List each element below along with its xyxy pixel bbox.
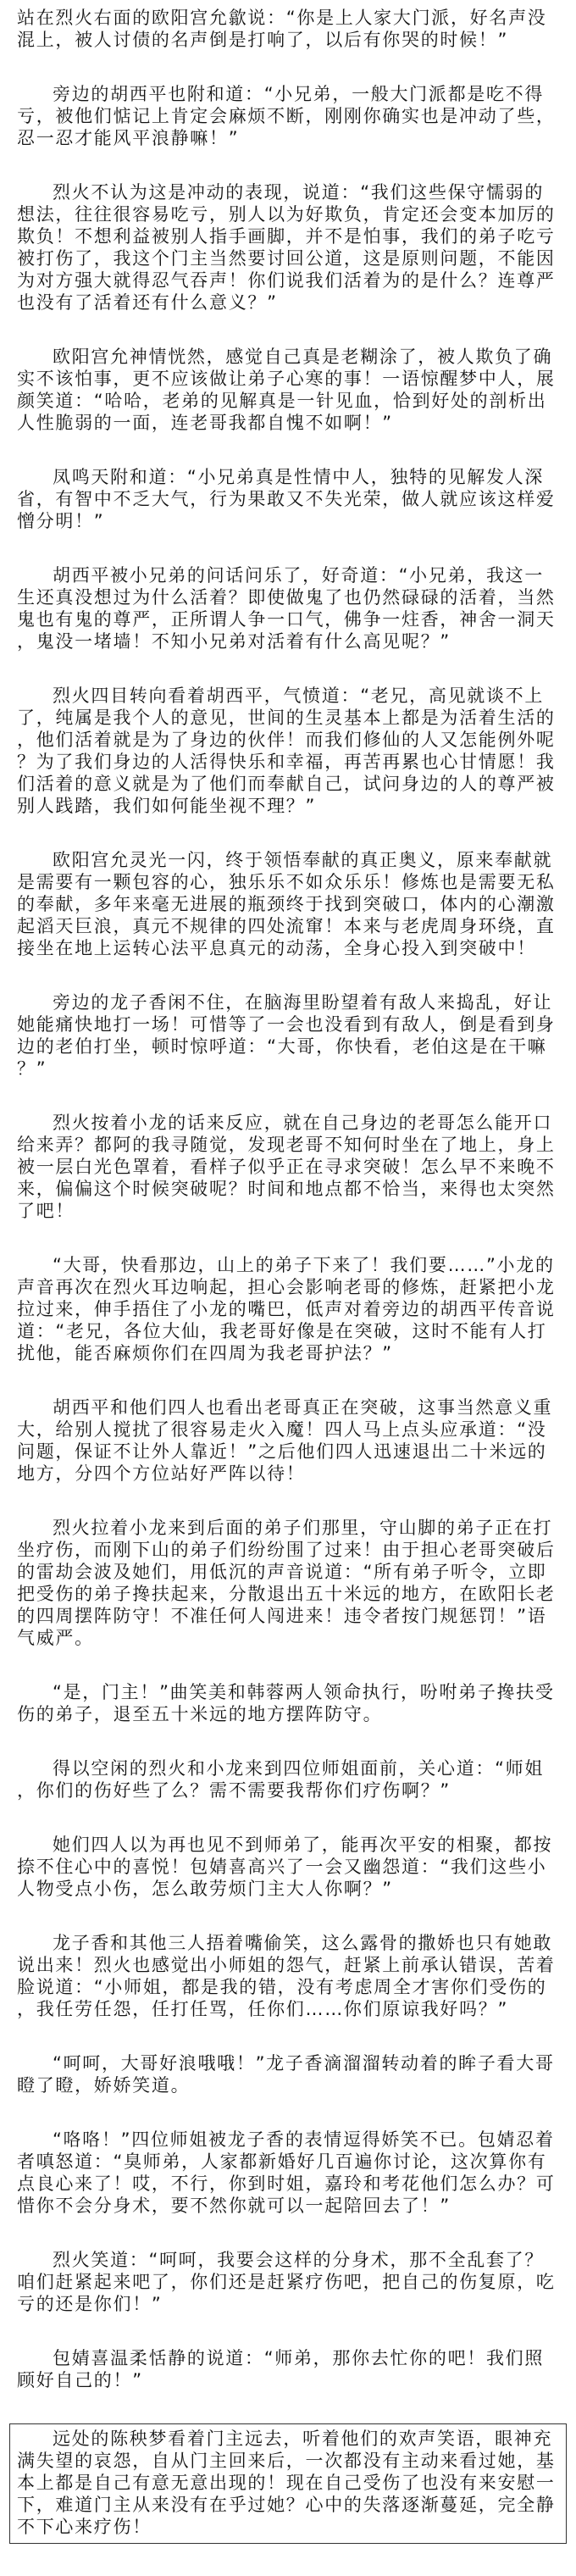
paragraph: 胡西平和他们四人也看出老哥真正在突破，这事当然意义重大，给别人搅扰了很容易走火入魔！四人马上点头应承道：“没问题，保证不让外人靠近！”之后他们四人迅速退出二十米远的地方，分四个方位站好严阵以待！: [17, 1397, 553, 1484]
paragraph: 烈火按着小龙的话来反应，就在自己身边的老哥怎么能开口给来弄？都阿的我寻随觉，发现老哥不知何时坐在了地上，身上被一层白光色罩着，看样子似乎正在寻求突破！怎么早不来晚不来，偏偏这个时候突破呢？时间和地点都不恰当，来得也太突然了吧！: [17, 1113, 556, 1221]
paragraph: 烈火拉着小龙来到后面的弟子们那里，守山脚的弟子正在打坐疗伤，而刚下山的弟子们纷纷围了过来！由于担心老哥突破后的雷劫会波及她们，用低沉的声音说道：“所有弟子听令，立即把受伤的弟子搀扶起来，分散退出五十米远的地方，在欧阳长老的四周摆阵防守！不准任何人闯进来！违令者按门规惩罚！”语气威严。: [17, 1518, 556, 1648]
paragraph: 烈火不认为这是冲动的表现，说道：“我们这些保守懦弱的想法，往往很容易吃亏，别人以为好欺负，肯定还会变本加厉的欺负！不想利益被别人指手画脚，并不是怕事，我们的弟子吃亏被打伤了，我这个门主当然要讨回公道，这是原则问题，不能因为对方强大就得忍气吞声！你们说我们活着为的是什么？连尊严也没有了活着还有什么意义？”: [17, 182, 556, 313]
paragraph: 欧阳宫允灵光一闪，终于领悟奉献的真正奥义，原来奉献就是需要有一颗包容的心，独乐乐不如众乐乐！修炼也是需要无私的奉献，多年来毫无进展的瓶颈终于找到突破口，体内的心潮激起滔天巨浪，真元不规律的四处流窜！本来与老虎周身环绕，直接坐在地上运转心法平息真元的动荡，全身心投入到突破中！: [17, 850, 556, 958]
boxed-paragraph: 远处的陈秧梦看着门主远去，听着他们的欢声笑语，眼神充满失望的哀怨，自从门主回来后，一次都没有主动来看过她，基本上都是自己有意无意出现的！现在自己受伤了也没有来安慰一下，难道门主从来没有在乎过她？心中的失落逐渐蔓延，完全静不下心来疗伤！: [9, 2423, 567, 2544]
paragraph: 得以空闲的烈火和小龙来到四位师姐面前，关心道：“师姐，你们的伤好些了么？需不需要我帮你们疗伤啊？”: [17, 1758, 545, 1801]
paragraph: 旁边的胡西平也附和道：“小兄弟，一般大门派都是吃不得亏，被他们惦记上肯定会麻烦不断，刚刚你确实也是冲动了些，忍一忍才能风平浪静嘛！”: [17, 84, 556, 148]
paragraph: 凤鸣天附和道：“小兄弟真是性情中人，独特的见解发人深省，有智中不乏大气，行为果敢又不失光荣，做人就应该这样爱憎分明！”: [17, 467, 556, 531]
paragraph: 烈火四目转向看着胡西平，气愤道：“老兄，高见就谈不上了，纯属是我个人的意见，世间的生灵基本上都是为活着生活的，他们活着就是为了身边的伙伴！而我们修仙的人又怎能例外呢？为了我们身边的人活得快乐和幸福，再苦再累也心甘情愿！我们活着的意义就是为了他们而奉献自己，试问身边的人的尊严被别人践踏，我们如何能坐视不理？”: [17, 686, 556, 816]
paragraph: 欧阳宫允神情恍然，感觉自己真是老糊涂了，被人欺负了确实不该怕事，更不应该做让弟子心寒的事！一语惊醒梦中人，展颜笑道：“哈哈，老弟的见解真是一针见血，恰到好处的剖析出人性脆弱的一面，连老哥我都自愧不如啊！”: [17, 347, 556, 433]
paragraph: 旁边的龙子香闲不住，在脑海里盼望着有敌人来捣乱，好让她能痛快地打一场！可惜等了一会也没看到有敌人，倒是看到身边的老伯打坐，顿时惊呼道：“大哥，你快看，老伯这是在干嘛？”: [17, 992, 556, 1079]
paragraph: “咯咯！”四位师姐被龙子香的表情逗得娇笑不已。包婧忍着者嗔怒道：“臭师弟，人家都新婚好几百遍你讨论，这次算你有点良心来了！哎，不行，你到时姐，嘉玲和考花他们怎么办？可惜你不会分身术，要不然你就可以一起陪回去了！”: [17, 2129, 556, 2216]
paragraph: 胡西平被小兄弟的问话问乐了，好奇道：“小兄弟，我这一生还真没想过为什么活着？即使做鬼了也仍然碌碌的活着，当然鬼也有鬼的尊严，正所谓人争一口气，佛争一炷香，神舍一洞天，鬼没一堵墙！不知小兄弟对活着有什么高见呢？”: [17, 565, 556, 652]
paragraph: 站在烈火右面的欧阳宫允歙说：“你是上人家大门派，好名声没混上，被人讨债的名声倒是打响了，以后有你哭的时候！”: [17, 8, 547, 50]
paragraph: “呵呵，大哥好浪哦哦！”龙子香滴溜溜转动着的眸子看大哥瞪了瞪，娇娇笑道。: [17, 2053, 555, 2096]
paragraph: 烈火笑道：“呵呵，我要会这样的分身术，那不全乱套了？咱们赶紧起来吧了，你们还是赶紧疗伤吧，把自己的伤复原，吃亏的还是你们！”: [17, 2250, 556, 2314]
paragraph: “是，门主！”曲笑美和韩蓉两人领命执行，吩咐弟子搀扶受伤的弟子，退至五十米远的地方摆阵防守。: [17, 1682, 555, 1724]
paragraph: 她们四人以为再也见不到师弟了，能再次平安的相聚，都按捺不住心中的喜悦！包婧喜高兴了一会又幽怨道：“我们这些小人物受点小伤，怎么敢劳烦门主大人你啊？”: [17, 1835, 553, 1899]
paragraph: “大哥，快看那边，山上的弟子下来了！我们要……”小龙的声音再次在烈火耳边响起，担心会影响老哥的修炼，赶紧把小龙拉过来，伸手捂住了小龙的嘴巴，低声对着旁边的胡西平传音说道：“老兄，各位大仙，我老哥好像是在突破，这时不能有人打扰他，能否麻烦你们在四周为我老哥护法？”: [17, 1255, 556, 1363]
paragraph: 包婧喜温柔恬静的说道：“师弟，那你去忙你的吧！我们照顾好自己的！”: [17, 2348, 545, 2390]
paragraph: 龙子香和其他三人捂着嘴偷笑，这么露骨的撒娇也只有她敢说出来！烈火也感觉出小师姐的怨气，赶紧上前承认错误，苦着脸说道：“小师姐，都是我的错，没有考虑周全才害你们受伤的，我任劳任怨，任打任骂，任你们……你们原谅我好吗？”: [17, 1933, 556, 2019]
